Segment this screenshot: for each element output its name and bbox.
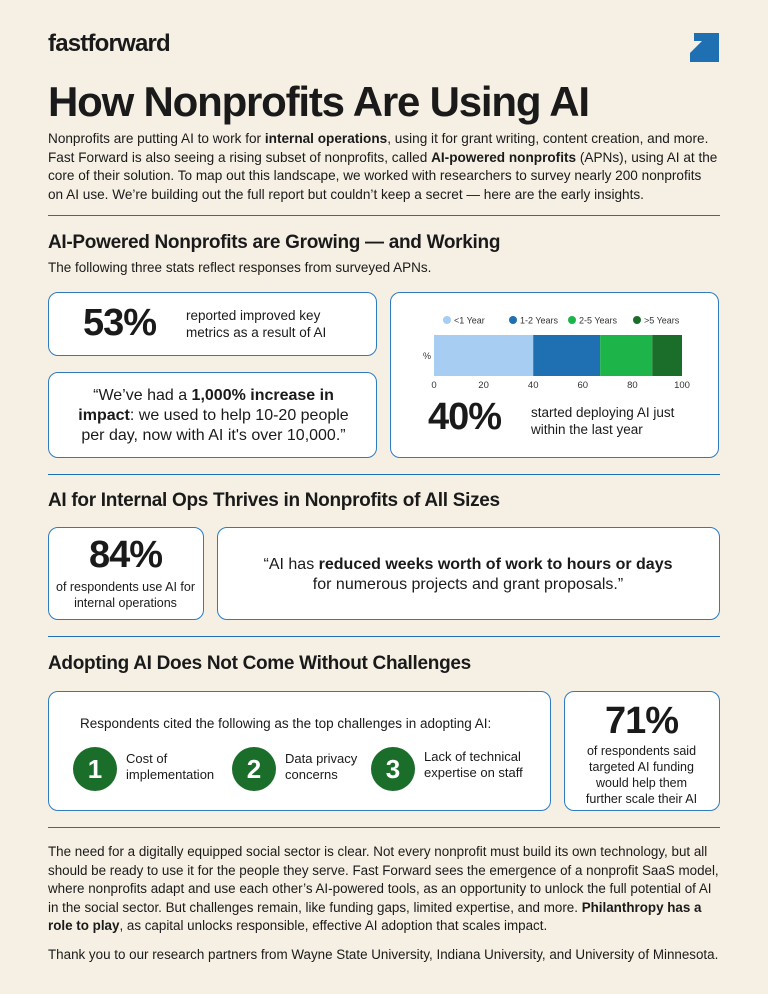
deployment-chart: [391, 293, 717, 403]
legend-item: [443, 316, 485, 326]
y-axis-label: %: [423, 351, 432, 361]
stat-card-84: [48, 527, 204, 620]
challenge-label-3: Lack of technical expertise on staff: [424, 749, 523, 780]
stat-value: 40%: [428, 396, 502, 438]
chart-card: [390, 292, 719, 458]
page-title: How Nonprofits Are Using AI: [48, 78, 589, 125]
legend-label: <1 Year: [454, 315, 485, 326]
challenges-card: [48, 691, 551, 811]
challenge-label-2: Data privacy concerns: [285, 751, 358, 782]
stat-value: 71%: [604, 700, 679, 742]
legend-item: [509, 316, 559, 326]
legend-label: >5 Years: [644, 315, 680, 326]
acknowledgements: Thank you to our research partners from Wayne State University, Indiana University, and University of Minnesota.: [48, 947, 719, 962]
stat-description: started deploying AI just within the last year: [531, 405, 675, 437]
stat-value: 84%: [88, 534, 163, 576]
fastforward-logo-icon: [690, 33, 719, 62]
legend-label: 2-5 Years: [579, 315, 618, 326]
section1-subheading: The following three stats reflect responses from surveyed APNs.: [48, 260, 432, 275]
divider: [48, 827, 720, 828]
bar-segment: [533, 335, 600, 376]
x-tick-label: 40: [527, 380, 539, 391]
quote-text: “We’ve had a 1,000% increase in impact: we used to help 10-20 people per day, now with AI it's over 10,000.”: [78, 387, 349, 444]
challenge-label-1: Cost of implementation: [126, 751, 215, 782]
quote-card-hours: [217, 527, 720, 620]
section2-heading: AI for Internal Ops Thrives in Nonprofits of All Sizes: [48, 490, 500, 511]
challenges-intro: Respondents cited the following as the top challenges in adopting AI:: [80, 716, 492, 731]
x-tick-label: 20: [478, 380, 489, 391]
divider: [48, 215, 720, 216]
legend-item: [568, 316, 618, 326]
challenge-number-2: 2: [232, 747, 276, 791]
stat-card-53: [48, 292, 377, 356]
stat-description: of respondents said targeted AI funding would help them further scale their AI: [585, 744, 698, 806]
challenge-number-3: 3: [371, 747, 415, 791]
x-tick-label: 0: [431, 380, 437, 391]
quote-card-impact: [48, 372, 377, 458]
challenge-number-1: 1: [73, 747, 117, 791]
quote-text: “AI has reduced weeks worth of work to hours or days for numerous projects and grant proposals.”: [263, 556, 673, 593]
legend-swatch: [568, 316, 576, 324]
x-tick-label: 60: [577, 380, 589, 391]
legend-item: [633, 316, 680, 326]
divider: [48, 636, 720, 637]
divider: [48, 474, 720, 475]
intro-paragraph: Nonprofits are putting AI to work for internal operations, using it for grant writing, content creation, and more. Fast Forward is also seeing a rising subset of nonprofits, called AI-powered nonprofits (APNs), using AI at the core of their solution. To map out this landscape, we worked with researchers to survey nearly 200 nonprofits on AI use. We’re building out the full report but couldn’t keep a secret — here are the early insights.: [48, 131, 718, 202]
legend-label: 1-2 Years: [520, 315, 559, 326]
brand-wordmark: fastforward: [48, 30, 170, 57]
stat-card-71: [564, 691, 720, 811]
legend-swatch: [509, 316, 517, 324]
bar-segment: [600, 335, 652, 376]
section1-heading: AI-Powered Nonprofits are Growing — and Working: [48, 232, 501, 253]
stat-description: of respondents use AI for internal operations: [56, 580, 195, 610]
legend-swatch: [633, 316, 641, 324]
x-tick-label: 100: [674, 380, 690, 391]
closing-paragraph: The need for a digitally equipped social sector is clear. Not every nonprofit must build its own technology, but all should be ready to use it for the people they serve. Fast Forward sees the emergence of a nonprofit SaaS model, where nonprofits adapt and use each other’s AI-powered tools, as an opportunity to unlock the full potential of AI in the social sector. But challenges remain, like funding gaps, limited expertise, and more. Philanthropy has a role to play, as capital unlocks responsible, effective AI adoption that scales impact.: [48, 844, 719, 933]
section3-heading: Adopting AI Does Not Come Without Challenges: [48, 653, 471, 674]
stat-value: 53%: [83, 302, 157, 344]
stat-description: reported improved key metrics as a result of AI: [186, 308, 327, 340]
x-tick-label: 80: [627, 380, 638, 391]
bar-segment: [434, 335, 533, 376]
bar-segment: [652, 335, 682, 376]
legend-swatch: [443, 316, 451, 324]
